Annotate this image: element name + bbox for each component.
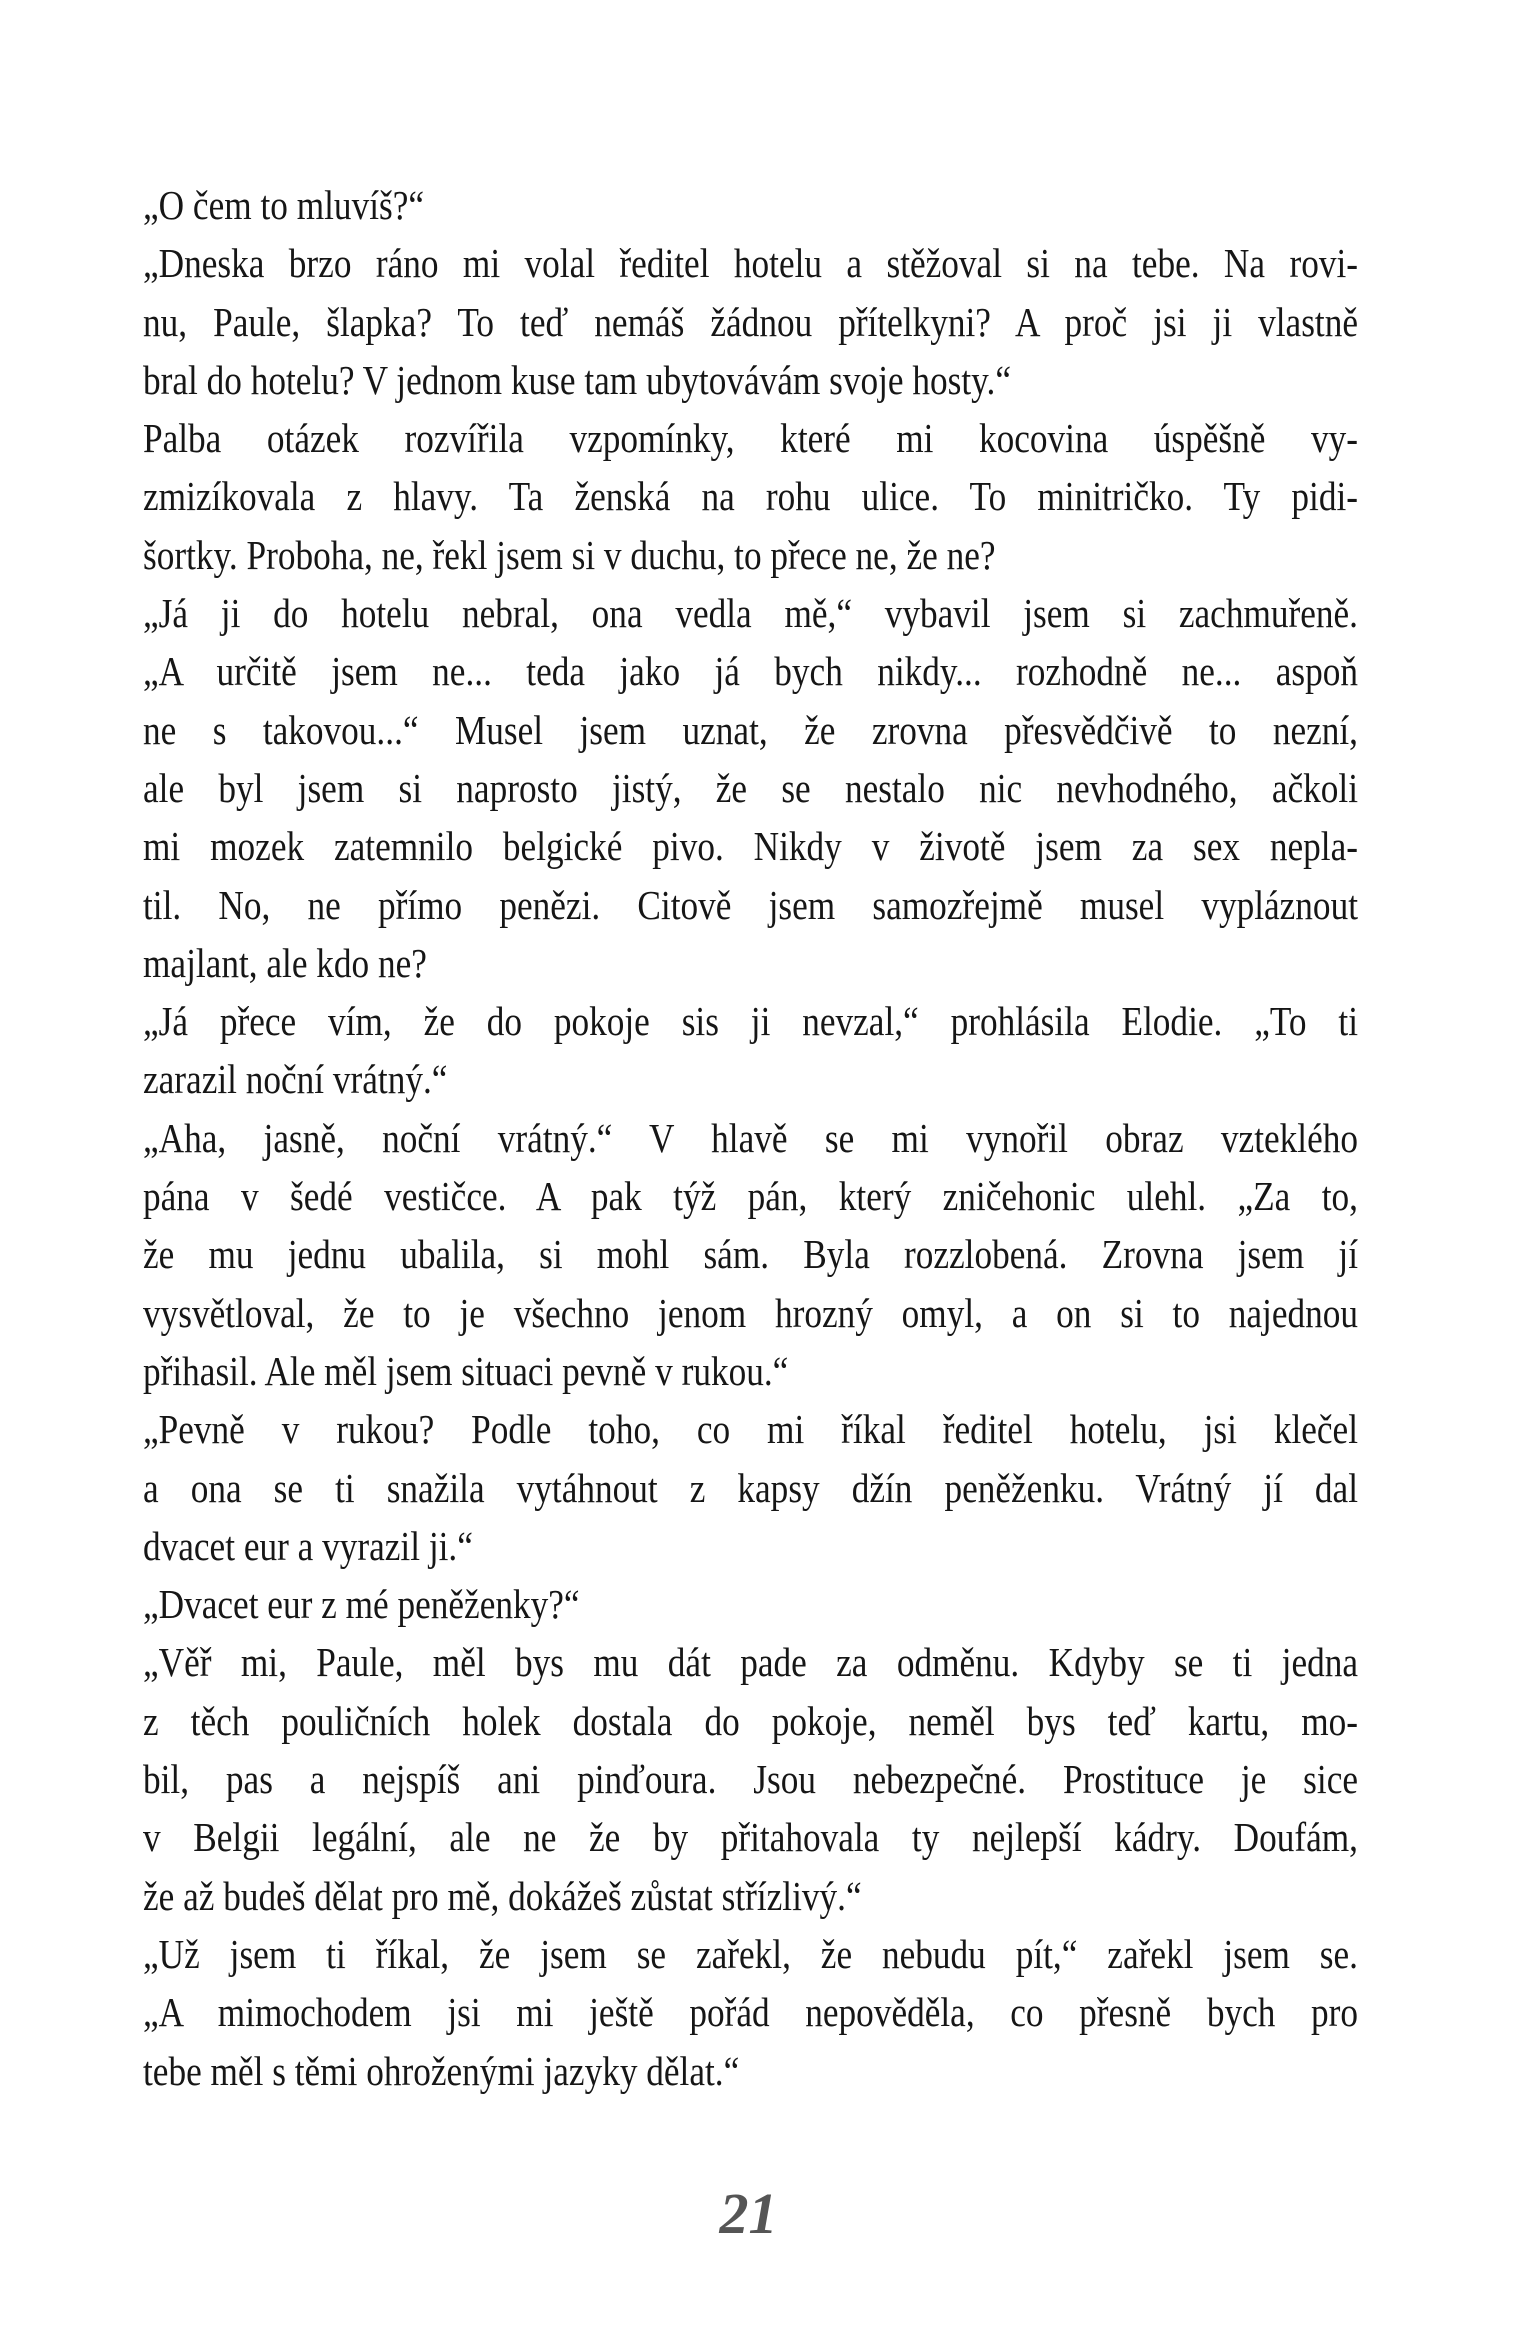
text-line <box>143 467 1358 525</box>
text-line-content: „Už jsem ti říkal, že jsem se zařekl, že nebudu pít,“ zařekl jsem se. <box>143 1930 1359 1977</box>
text-line <box>143 1342 1358 1400</box>
text-line-content: Palba otázek rozvířila vzpomínky, které mi kocovina úspěšně vy- <box>143 415 1358 462</box>
text-line <box>143 642 1358 700</box>
text-line <box>143 1284 1358 1342</box>
text-line-content: že mu jednu ubalila, si mohl sám. Byla rozzlobená. Zrovna jsem jí <box>143 1231 1358 1278</box>
text-line <box>143 1983 1358 2041</box>
text-line <box>143 1517 1358 1575</box>
text-line <box>143 2042 1358 2100</box>
text-line-content: bil, pas a nejspíš ani pinďoura. Jsou nebezpečné. Prostituce je sice <box>143 1756 1358 1803</box>
text-line <box>143 1575 1358 1633</box>
text-line <box>143 1750 1358 1808</box>
text-line <box>143 1400 1358 1458</box>
text-line-content: vysvětloval, že to je všechno jenom hrozný omyl, a on si to najednou <box>143 1289 1359 1336</box>
text-line <box>143 1459 1358 1517</box>
text-line <box>143 409 1358 467</box>
text-line-content: pána v šedé vestičce. A pak týž pán, který zničehonic ulehl. „Za to, <box>143 1173 1358 1220</box>
text-line <box>143 1050 1358 1108</box>
text-line <box>143 876 1358 934</box>
text-line-content: a ona se ti snažila vytáhnout z kapsy džín peněženku. Vrátný jí dal <box>143 1464 1358 1511</box>
text-line-content: til. No, ne přímo penězi. Citově jsem samozřejmě musel vypláznout <box>143 881 1358 928</box>
text-line-content: „Dvacet eur z mé peněženky?“ <box>143 1581 580 1628</box>
text-line-content: ale byl jsem si naprosto jistý, že se nestalo nic nevhodného, ačkoli <box>143 764 1358 811</box>
text-line <box>143 1225 1358 1283</box>
text-line <box>143 1167 1358 1225</box>
text-line-content: z těch pouličních holek dostala do pokoje, neměl bys teď kartu, mo- <box>143 1697 1358 1744</box>
page-number: 21 <box>719 2181 778 2246</box>
text-line <box>143 701 1358 759</box>
text-line-content: „Já ji do hotelu nebral, ona vedla mě,“ vybavil jsem si zachmuřeně. <box>143 590 1359 637</box>
text-line-content: v Belgii legální, ale ne že by přitahovala ty nejlepší kádry. Doufám, <box>143 1814 1359 1861</box>
text-line <box>143 1692 1358 1750</box>
text-line <box>143 1925 1358 1983</box>
text-line <box>143 1633 1358 1691</box>
text-line-content: mi mozek zatemnilo belgické pivo. Nikdy v životě jsem za sex nepla- <box>143 823 1358 870</box>
text-line-content: ne s takovou...“ Musel jsem uznat, že zrovna přesvědčivě to nezní, <box>143 706 1359 753</box>
text-line-content: bral do hotelu? V jednom kuse tam ubytovávám svoje hosty.“ <box>143 356 1011 403</box>
text-line <box>143 1109 1358 1167</box>
text-line-content: přihasil. Ale měl jsem situaci pevně v rukou.“ <box>143 1347 789 1394</box>
text-line-content: tebe měl s těmi ohroženými jazyky dělat.“ <box>143 2047 740 2094</box>
text-line-content: „Věř mi, Paule, měl bys mu dát pade za odměnu. Kdyby se ti jedna <box>143 1639 1359 1686</box>
body-text <box>143 176 1358 2100</box>
text-line-content: majlant, ale kdo ne? <box>143 939 427 986</box>
text-line-content: nu, Paule, šlapka? To teď nemáš žádnou přítelkyni? A proč jsi ji vlastně <box>143 298 1359 345</box>
text-line-content: „A mimochodem jsi mi ještě pořád nepověděla, co přesně bych pro <box>143 1989 1359 2036</box>
text-line <box>143 759 1358 817</box>
text-line-content: zmizíkovala z hlavy. Ta ženská na rohu ulice. To minitričko. Ty pidi- <box>143 473 1359 520</box>
text-line-content: že až budeš dělat pro mě, dokážeš zůstat střízlivý.“ <box>143 1872 862 1919</box>
text-line <box>143 293 1358 351</box>
text-line <box>143 584 1358 642</box>
text-line <box>143 1808 1358 1866</box>
text-line <box>143 351 1358 409</box>
text-line-content: „Aha, jasně, noční vrátný.“ V hlavě se mi vynořil obraz vzteklého <box>143 1114 1358 1161</box>
text-line <box>143 1867 1358 1925</box>
text-line-content: šortky. Proboha, ne, řekl jsem si v duchu, to přece ne, že ne? <box>143 531 996 578</box>
text-line-content: „Já přece vím, že do pokoje sis ji nevzal,“ prohlásila Elodie. „To ti <box>143 998 1359 1045</box>
text-line <box>143 817 1358 875</box>
text-line <box>143 934 1358 992</box>
text-line-content: „Dneska brzo ráno mi volal ředitel hotelu a stěžoval si na tebe. Na rovi- <box>143 240 1358 287</box>
text-line <box>143 176 1358 234</box>
text-line-content: zarazil noční vrátný.“ <box>143 1056 448 1103</box>
text-line <box>143 992 1358 1050</box>
text-line-content: „A určitě jsem ne... teda jako já bych nikdy... rozhodně ne... aspoň <box>143 648 1358 695</box>
text-line <box>143 234 1358 292</box>
text-line-content: „O čem to mluvíš?“ <box>143 182 425 228</box>
text-line <box>143 526 1358 584</box>
text-line-content: dvacet eur a vyrazil ji.“ <box>143 1522 473 1569</box>
text-line-content: „Pevně v rukou? Podle toho, co mi říkal ředitel hotelu, jsi klečel <box>143 1406 1358 1453</box>
